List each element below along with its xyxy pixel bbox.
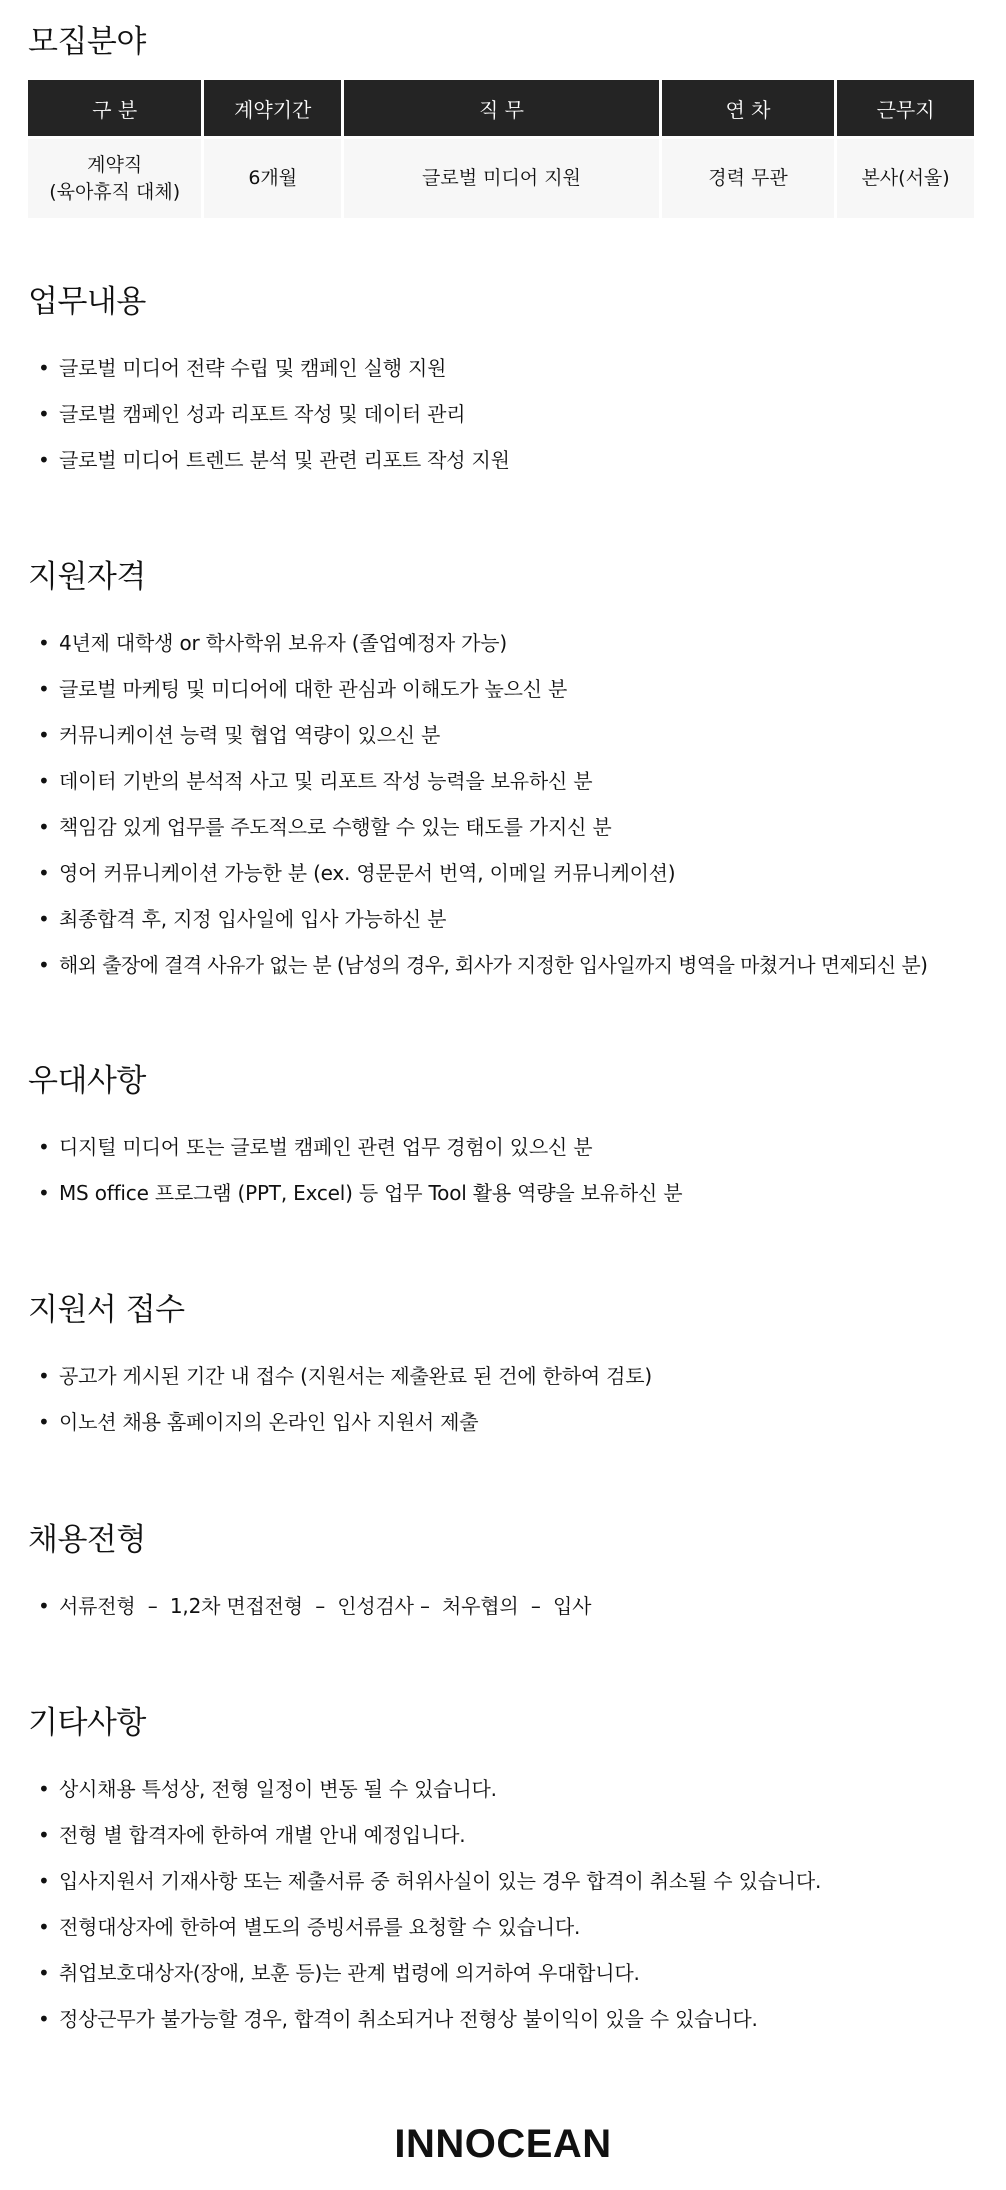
col-header-location: 근무지	[837, 80, 974, 136]
list-item: • 공고가 게시된 기간 내 접수 (지원서는 제출완료 된 건에 한하여 검토)	[38, 1364, 653, 1388]
col-header-experience: 연 차	[662, 80, 834, 136]
list-item-text: 글로벌 미디어 트렌드 분석 및 관련 리포트 작성 지원	[59, 448, 510, 472]
list-item-text: 글로벌 미디어 전략 수립 및 캠페인 실행 지원	[59, 356, 447, 380]
process-list	[38, 1583, 591, 1629]
list-item-text: 입사지원서 기재사항 또는 제출서류 중 허위사실이 있는 경우 합격이 취소될 수 있습니다.	[59, 1869, 822, 1893]
innocean-logo: INNOCEAN	[394, 2122, 612, 2166]
list-item: • 전형대상자에 한하여 별도의 증빙서류를 요청할 수 있습니다.	[38, 1915, 581, 1939]
cell-period: 6개월	[204, 136, 341, 218]
list-item: • 최종합격 후, 지정 입사일에 입사 가능하신 분	[38, 907, 447, 931]
list-item: • 글로벌 캠페인 성과 리포트 작성 및 데이터 관리	[38, 402, 466, 426]
process-title: 채용전형	[28, 1522, 146, 1558]
list-item-text: 글로벌 캠페인 성과 리포트 작성 및 데이터 관리	[59, 402, 466, 426]
list-item-text: 정상근무가 불가능할 경우, 합격이 취소되거나 전형상 불이익이 있을 수 있습니다.	[59, 2007, 758, 2031]
list-item: • 서류전형 – 1,2차 면접전형 – 인성검사 – 처우협의 – 입사	[38, 1594, 592, 1618]
list-item-text: 최종합격 후, 지정 입사일에 입사 가능하신 분	[59, 907, 447, 931]
recruit-table	[25, 80, 977, 218]
list-item-text: 글로벌 마케팅 및 미디어에 대한 관심과 이해도가 높으신 분	[59, 677, 568, 701]
table-row	[28, 136, 974, 218]
preferences-title: 우대사항	[28, 1063, 146, 1099]
preferences-list	[38, 1124, 682, 1216]
list-item: • 영어 커뮤니케이션 가능한 분 (ex. 영문문서 번역, 이메일 커뮤니케이션)	[38, 861, 676, 885]
list-item: • 해외 출장에 결격 사유가 없는 분 (남성의 경우, 회사가 지정한 입사일까지 병역을 마쳤거나 면제되신 분)	[38, 953, 928, 977]
qualifications-title: 지원자격	[28, 559, 146, 595]
etc-title: 기타사항	[28, 1705, 146, 1741]
cell-duty: 글로벌 미디어 지원	[344, 136, 659, 218]
list-item-text: 4년제 대학생 or 학사학위 보유자 (졸업예정자 가능)	[59, 631, 508, 655]
list-item-text: MS office 프로그램 (PPT, Excel) 등 업무 Tool 활용 역량을 보유하신 분	[59, 1181, 683, 1205]
list-item-text: 상시채용 특성상, 전형 일정이 변동 될 수 있습니다.	[59, 1777, 497, 1801]
etc-list	[38, 1766, 821, 2042]
list-item: • 취업보호대상자(장애, 보훈 등)는 관계 법령에 의거하여 우대합니다.	[38, 1961, 640, 1985]
list-item: • 글로벌 미디어 트렌드 분석 및 관련 리포트 작성 지원	[38, 448, 510, 472]
list-item-text: 해외 출장에 결격 사유가 없는 분 (남성의 경우, 회사가 지정한 입사일까지 병역을 마쳤거나 면제되신 분)	[59, 953, 928, 977]
list-item-text: 공고가 게시된 기간 내 접수 (지원서는 제출완료 된 건에 한하여 검토)	[59, 1364, 653, 1388]
list-item-text: 이노션 채용 홈페이지의 온라인 입사 지원서 제출	[59, 1410, 479, 1434]
list-item: • 상시채용 특성상, 전형 일정이 변동 될 수 있습니다.	[38, 1777, 497, 1801]
duties-list	[38, 345, 510, 483]
list-item-text: 영어 커뮤니케이션 가능한 분 (ex. 영문문서 번역, 이메일 커뮤니케이션)	[59, 861, 676, 885]
duties-title: 업무내용	[28, 284, 146, 320]
recruit-field-title: 모집분야	[28, 24, 146, 60]
list-item-text: 취업보호대상자(장애, 보훈 등)는 관계 법령에 의거하여 우대합니다.	[59, 1961, 640, 1985]
list-item-text: 전형 별 합격자에 한하여 개별 안내 예정입니다.	[59, 1823, 466, 1847]
list-item-text: 디지털 미디어 또는 글로벌 캠페인 관련 업무 경험이 있으신 분	[59, 1135, 593, 1159]
list-item: • 글로벌 마케팅 및 미디어에 대한 관심과 이해도가 높으신 분	[38, 677, 568, 701]
cell-type	[28, 136, 201, 218]
cell-type-line1: 계약직	[87, 153, 143, 176]
list-item: • 데이터 기반의 분석적 사고 및 리포트 작성 능력을 보유하신 분	[38, 769, 593, 793]
col-header-period: 계약기간	[204, 80, 341, 136]
list-item-text: 서류전형 – 1,2차 면접전형 – 인성검사 – 처우협의 – 입사	[59, 1594, 592, 1618]
cell-location: 본사(서울)	[837, 136, 974, 218]
col-header-duty: 직 무	[344, 80, 659, 136]
cell-experience: 경력 무관	[662, 136, 834, 218]
list-item: • 책임감 있게 업무를 주도적으로 수행할 수 있는 태도를 가지신 분	[38, 815, 612, 839]
list-item-text: 데이터 기반의 분석적 사고 및 리포트 작성 능력을 보유하신 분	[59, 769, 593, 793]
cell-type-line2: (육아휴직 대체)	[49, 180, 181, 203]
list-item: • MS office 프로그램 (PPT, Excel) 등 업무 Tool 활용 역량을 보유하신 분	[38, 1181, 683, 1205]
list-item: • 디지털 미디어 또는 글로벌 캠페인 관련 업무 경험이 있으신 분	[38, 1135, 593, 1159]
list-item: • 커뮤니케이션 능력 및 협업 역량이 있으신 분	[38, 723, 441, 747]
list-item: • 정상근무가 불가능할 경우, 합격이 취소되거나 전형상 불이익이 있을 수 있습니다.	[38, 2007, 758, 2031]
qualifications-list	[38, 620, 927, 988]
list-item: • 이노션 채용 홈페이지의 온라인 입사 지원서 제출	[38, 1410, 479, 1434]
list-item: • 글로벌 미디어 전략 수립 및 캠페인 실행 지원	[38, 356, 447, 380]
list-item: • 4년제 대학생 or 학사학위 보유자 (졸업예정자 가능)	[38, 631, 508, 655]
list-item: • 입사지원서 기재사항 또는 제출서류 중 허위사실이 있는 경우 합격이 취소될 수 있습니다.	[38, 1869, 822, 1893]
list-item-text: 책임감 있게 업무를 주도적으로 수행할 수 있는 태도를 가지신 분	[59, 815, 612, 839]
col-header-type: 구 분	[28, 80, 201, 136]
list-item-text: 커뮤니케이션 능력 및 협업 역량이 있으신 분	[59, 723, 441, 747]
application-title: 지원서 접수	[28, 1292, 185, 1328]
table-header-row	[28, 80, 974, 136]
list-item: • 전형 별 합격자에 한하여 개별 안내 예정입니다.	[38, 1823, 466, 1847]
application-list	[38, 1353, 652, 1445]
list-item-text: 전형대상자에 한하여 별도의 증빙서류를 요청할 수 있습니다.	[59, 1915, 581, 1939]
